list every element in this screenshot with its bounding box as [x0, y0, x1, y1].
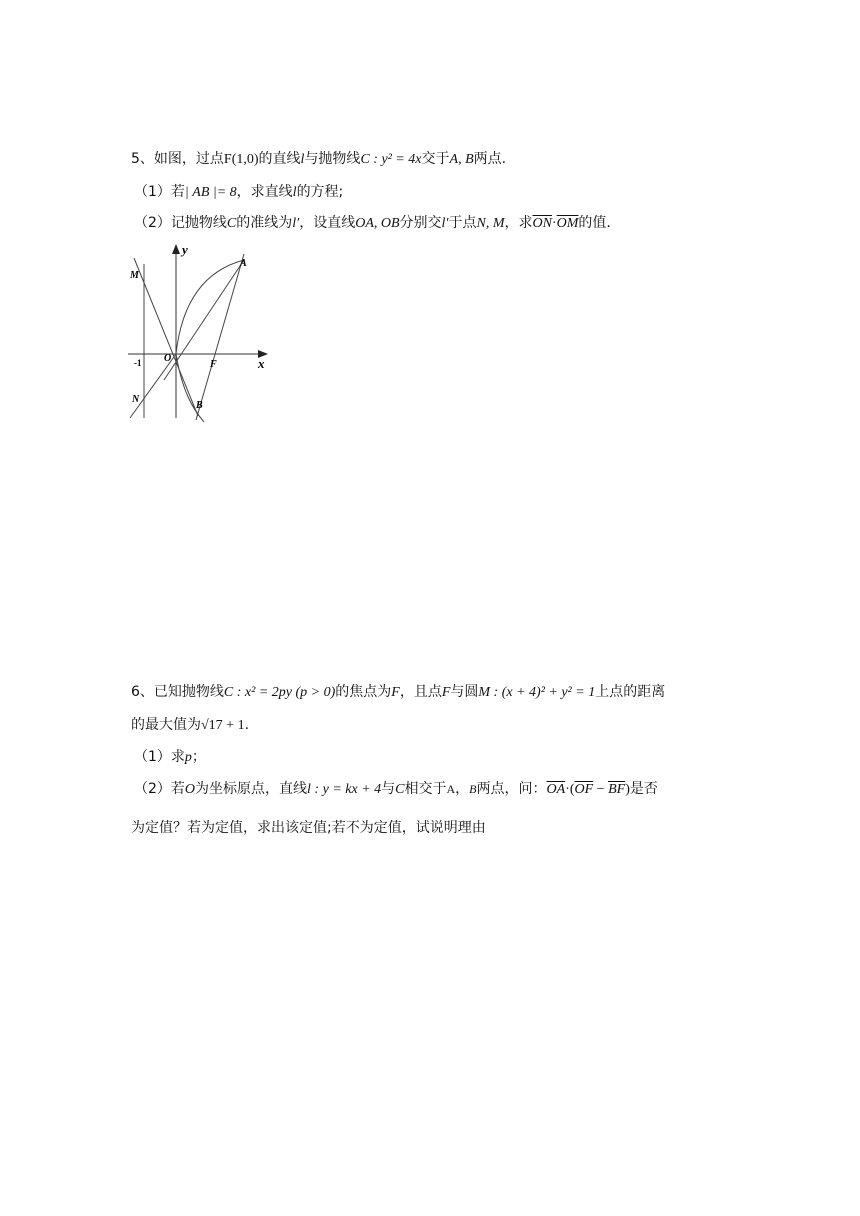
math-var: OA, OB [355, 216, 400, 231]
text: 两点，问： [476, 781, 547, 797]
text: 的方程; [296, 184, 344, 200]
text: 的准线为 [236, 215, 293, 231]
math-expression: √17 + 1 [201, 718, 245, 733]
label-b: B [196, 400, 203, 411]
math-expression: l : y = kx + 4 [307, 782, 382, 797]
label-y: y [182, 242, 188, 257]
math-var: F [391, 685, 400, 700]
problem5-stem [131, 149, 506, 170]
parabola-figure [126, 240, 276, 422]
text: 交于 [421, 151, 450, 167]
math-var: O [184, 782, 196, 797]
math-point: F(1,0) [223, 152, 259, 167]
text: ，且点 [399, 684, 442, 700]
problem6-part2-continued [131, 818, 486, 838]
text: 上点的距离 [595, 684, 666, 700]
label-x: x [258, 356, 265, 371]
text: 为定值？若为定值，求出该定值;若不为定值，试说明理由 [131, 820, 486, 836]
math-operator: ) [625, 782, 630, 797]
part-number: （2）若 [134, 781, 185, 797]
math-var: l [292, 185, 297, 200]
problem-number: 5、如图，过点 [131, 151, 224, 167]
text: 为坐标原点，直线 [195, 781, 308, 797]
label-neg1: -1 [134, 358, 142, 368]
math-var: l [300, 152, 305, 167]
math-var: N, M [476, 216, 505, 231]
math-var: A, B [449, 152, 474, 167]
math-var: l′ [292, 216, 300, 231]
text: 相交于 [404, 781, 447, 797]
part-number: （1）求 [134, 749, 185, 765]
text: . [244, 717, 250, 733]
line-ab [196, 254, 244, 420]
math-var: l′ [441, 216, 449, 231]
text: 两点. [473, 151, 507, 167]
problem-number: 6、已知抛物线 [131, 684, 224, 700]
text: 与圆 [450, 684, 479, 700]
math-var: F [441, 685, 451, 700]
text: 的焦点为 [335, 684, 392, 700]
problem5-part1 [134, 182, 343, 203]
part-number: （1）若 [134, 184, 185, 200]
label-m: M [130, 270, 139, 281]
label-f: F [210, 359, 217, 370]
vector-oa: $\overline{OA}$ [546, 782, 566, 797]
text: 是否 [629, 781, 658, 797]
text: ； [191, 749, 206, 765]
text: 与抛物线 [304, 151, 361, 167]
math-expression: C : y² = 4x [360, 152, 422, 167]
label-n: N [132, 394, 140, 405]
math-expression: M : (x + 4)² + y² = 1 [478, 685, 596, 700]
text: 的最大值为 [131, 717, 201, 733]
math-operator: ·( [565, 782, 575, 797]
problem6-part1 [134, 747, 206, 768]
problem6-part2 [134, 779, 658, 800]
part-number: （2）记抛物线 [134, 215, 227, 231]
text: 的直线 [258, 151, 301, 167]
text: 与 [381, 781, 396, 797]
vector-on: $\overline{ON}$ [532, 216, 552, 231]
math-operator: − [593, 782, 609, 797]
problem6-stem [131, 682, 665, 703]
label-o: O [164, 353, 172, 364]
vector-of: $\overline{OF}$ [574, 782, 594, 797]
math-expression: | AB |= 8 [184, 185, 237, 200]
problem6-stem2 [131, 715, 249, 736]
math-operator: · [551, 216, 557, 231]
text: ， [455, 781, 470, 797]
math-expression: C : x² = 2py (p > 0) [223, 685, 336, 700]
problem5-part2 [134, 213, 611, 234]
math-var: C [395, 782, 405, 797]
text: 于点 [448, 215, 477, 231]
y-axis-arrow-icon [172, 244, 180, 254]
text: 分别交 [399, 215, 442, 231]
vector-om: $\overline{OM}$ [556, 216, 579, 231]
text: ，求直线 [236, 184, 293, 200]
parabola-curve [176, 260, 244, 422]
math-var: p [184, 750, 192, 765]
math-var: A [446, 782, 456, 796]
text: 的值. [578, 215, 611, 231]
label-a: A [240, 258, 247, 269]
math-var: B [469, 782, 477, 796]
text: ，求 [504, 215, 533, 231]
math-var: C [226, 216, 237, 231]
vector-bf: $\overline{BF}$ [608, 782, 626, 797]
text: ，设直线 [299, 215, 356, 231]
